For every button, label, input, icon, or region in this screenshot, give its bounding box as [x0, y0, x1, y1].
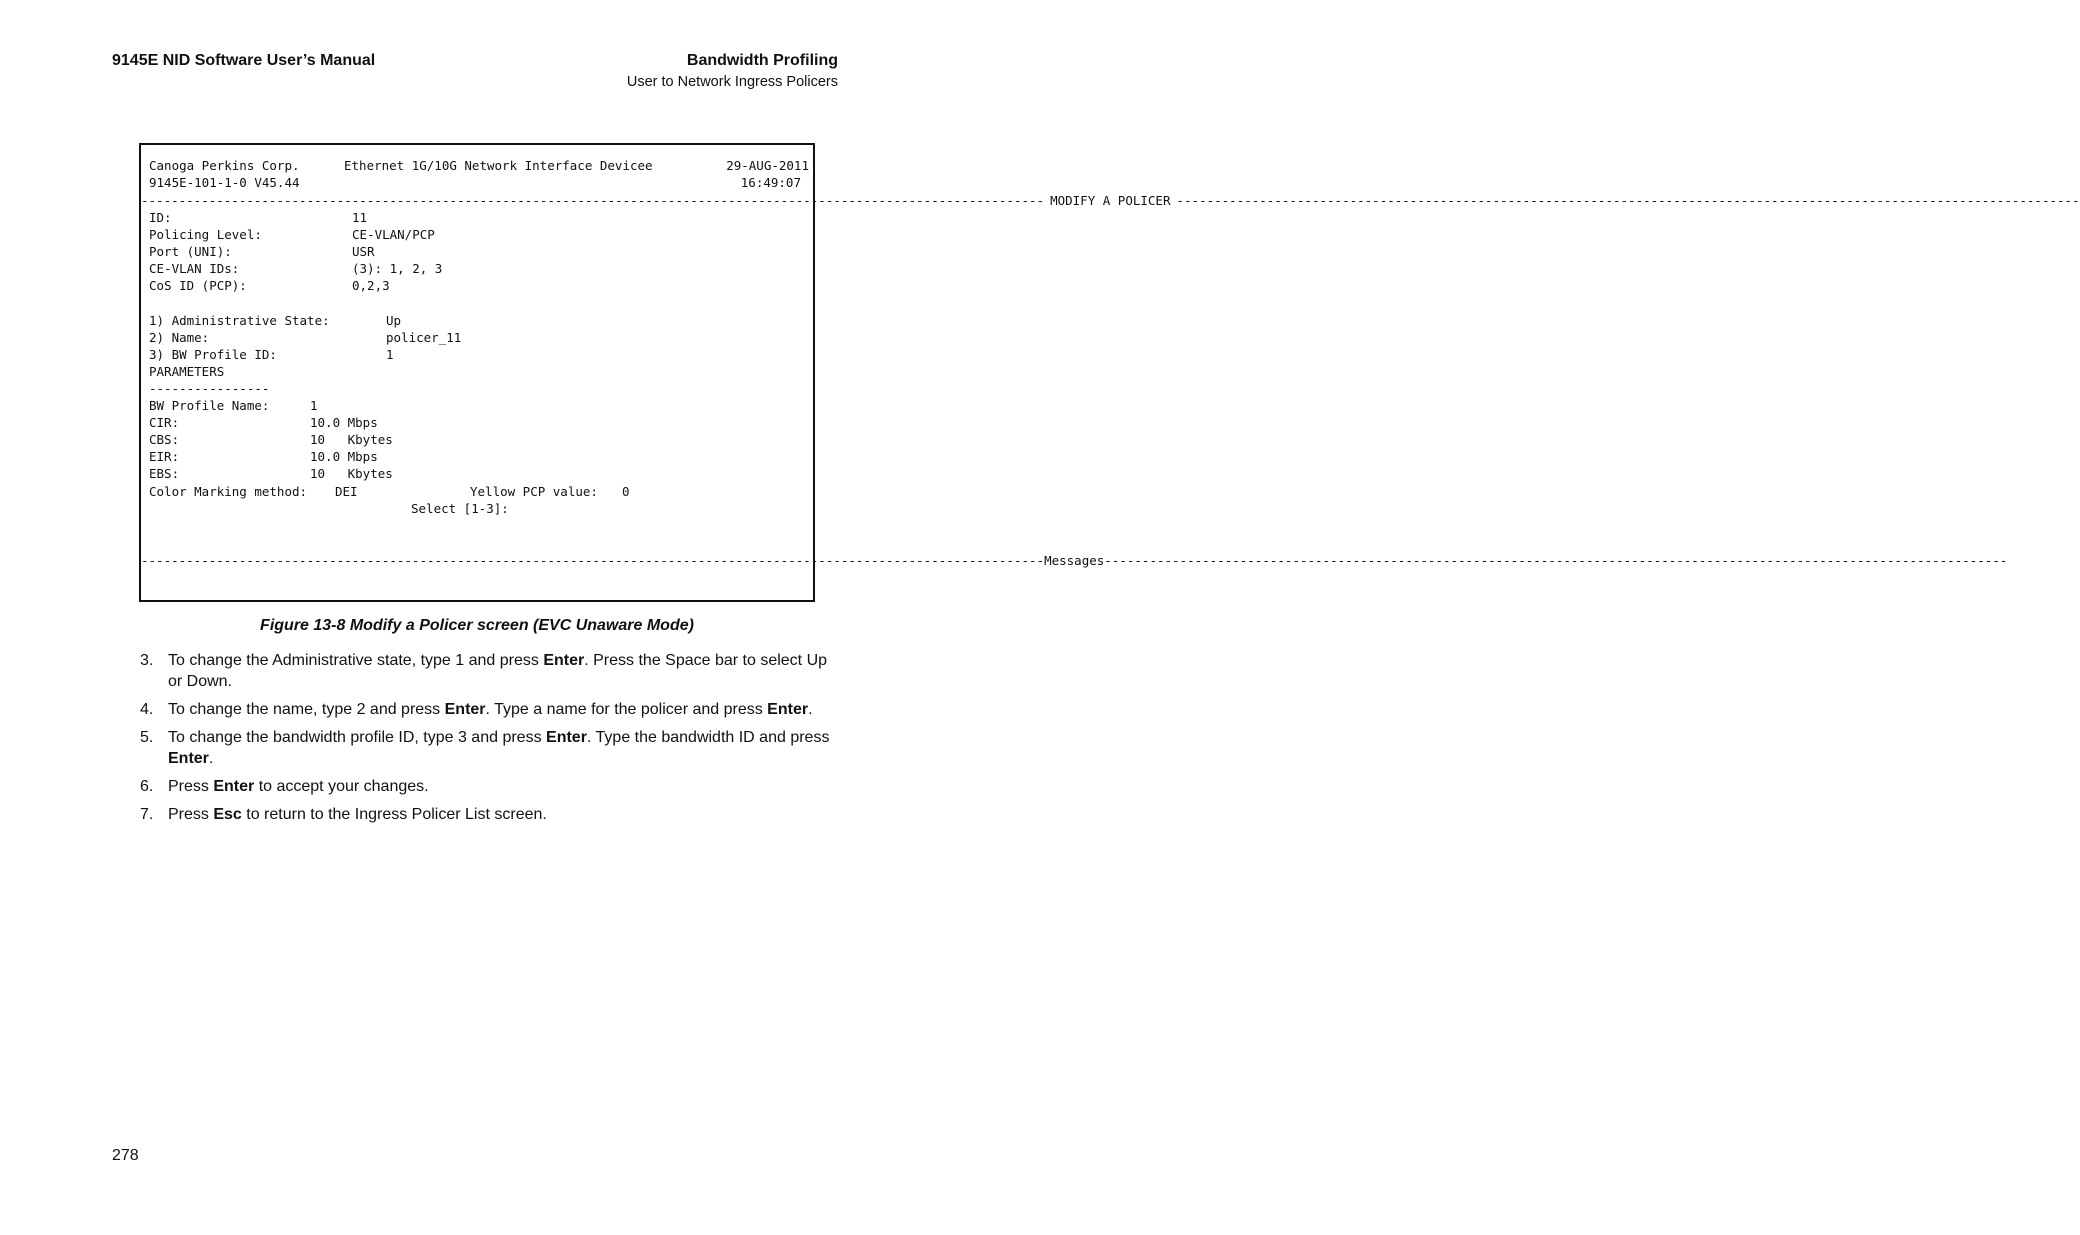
info-value: 0,2,3: [352, 278, 390, 293]
step-number: 3.: [140, 652, 154, 669]
info-value: 11: [352, 210, 368, 225]
yellow-pcp-value: 0: [622, 484, 630, 499]
instruction-steps: [140, 650, 840, 832]
parameters-heading: PARAMETERS: [149, 364, 225, 379]
messages-banner: [141, 552, 2008, 569]
step-text-part: to accept your changes.: [254, 778, 429, 795]
key-name: Enter: [213, 778, 255, 795]
figure-caption: Figure 13-8 Modify a Policer screen (EVC Unaware Mode): [260, 617, 694, 634]
color-marking-value: DEI: [335, 484, 358, 499]
step-number: 5.: [140, 729, 154, 746]
step-text-part: To change the Administrative state, type 1 and press: [168, 652, 544, 669]
step-item: [140, 727, 840, 769]
parameter-value: 1: [310, 398, 318, 413]
yellow-pcp-label: Yellow PCP value:: [470, 484, 598, 499]
info-label: ID:: [149, 210, 172, 225]
terminal-screen: [139, 143, 2080, 602]
banner-title: MODIFY A POLICER: [1050, 193, 1171, 208]
info-value: (3): 1, 2, 3: [352, 261, 443, 276]
parameter-label: BW Profile Name:: [149, 398, 270, 413]
step-text-part: . Type a name for the policer and press: [485, 701, 768, 718]
parameters-underline: ----------------: [149, 381, 270, 396]
title-banner: [141, 192, 2080, 209]
step-text-part: .: [208, 750, 214, 767]
info-label: Port (UNI):: [149, 244, 232, 259]
step-text-part: .: [808, 701, 813, 718]
step-number: 7.: [140, 806, 154, 823]
parameter-value: 10 Kbytes: [310, 466, 393, 481]
color-marking-label: Color Marking method:: [149, 484, 308, 499]
messages-dashes-right: ------------------------------------------------------------------------------------------------------------------------: [1104, 553, 2008, 568]
step-text-part: Press: [168, 778, 214, 795]
company-name: Canoga Perkins Corp.: [149, 158, 300, 173]
terminal-date: 29-AUG-2011: [726, 158, 809, 173]
option-label[interactable]: 2) Name:: [149, 330, 210, 345]
key-name: Enter: [767, 701, 809, 718]
step-text: [168, 806, 547, 823]
step-text: [168, 729, 829, 767]
parameter-value: 10.0 Mbps: [310, 415, 378, 430]
info-value: USR: [352, 244, 375, 259]
messages-label: Messages: [1044, 553, 1105, 568]
option-label[interactable]: 3) BW Profile ID:: [149, 347, 277, 362]
subsection-title: User to Network Ingress Policers: [626, 74, 838, 90]
option-label[interactable]: 1) Administrative State:: [149, 313, 330, 328]
parameter-label: EBS:: [149, 466, 180, 481]
page-number: 278: [112, 1147, 139, 1164]
info-label: CE-VLAN IDs:: [149, 261, 240, 276]
option-value: policer_11: [386, 330, 462, 345]
key-name: Enter: [546, 729, 587, 746]
select-prompt[interactable]: Select [1-3]:: [411, 501, 509, 516]
parameter-label: CBS:: [149, 432, 180, 447]
step-text: [168, 652, 827, 690]
parameter-label: CIR:: [149, 415, 180, 430]
step-text-part: To change the bandwidth profile ID, type 3 and press: [168, 729, 547, 746]
step-text: [168, 701, 813, 718]
banner-dashes-left: ------------------------------------------------------------------------------------------------------------------------: [141, 193, 1045, 208]
parameter-value: 10.0 Mbps: [310, 449, 378, 464]
step-item: [140, 804, 840, 825]
option-value: Up: [386, 313, 402, 328]
parameter-value: 10 Kbytes: [310, 432, 393, 447]
terminal-time: 16:49:07: [740, 175, 801, 190]
step-number: 4.: [140, 701, 154, 718]
key-name: Enter: [168, 750, 209, 767]
key-name: Esc: [213, 806, 242, 823]
step-text-part: Press: [168, 806, 214, 823]
device-name: Ethernet 1G/10G Network Interface Devicee: [344, 158, 653, 173]
banner-dashes-right: ------------------------------------------------------------------------------------------------------------------------: [1176, 193, 2080, 208]
step-text-part: To change the name, type 2 and press: [168, 701, 445, 718]
parameter-label: EIR:: [149, 449, 180, 464]
option-value: 1: [386, 347, 394, 362]
step-text: [168, 778, 429, 795]
step-item: [140, 699, 840, 720]
info-label: CoS ID (PCP):: [149, 278, 247, 293]
section-title: Bandwidth Profiling: [686, 52, 838, 69]
step-text-part: to return to the Ingress Policer List screen.: [241, 806, 547, 823]
messages-dashes-left: ------------------------------------------------------------------------------------------------------------------------: [141, 553, 1045, 568]
step-item: [140, 776, 840, 797]
model-version: 9145E-101-1-0 V45.44: [149, 175, 300, 190]
manual-title: 9145E NID Software User’s Manual: [112, 52, 376, 69]
info-label: Policing Level:: [149, 227, 262, 242]
key-name: Enter: [543, 652, 585, 669]
info-value: CE-VLAN/PCP: [352, 227, 435, 242]
step-number: 6.: [140, 778, 154, 795]
step-text-part: . Type the bandwidth ID and press: [586, 729, 830, 746]
step-item: [140, 650, 840, 692]
key-name: Enter: [444, 701, 486, 718]
step-text-part: . Press the Space bar to select Up or Down.: [168, 652, 828, 690]
